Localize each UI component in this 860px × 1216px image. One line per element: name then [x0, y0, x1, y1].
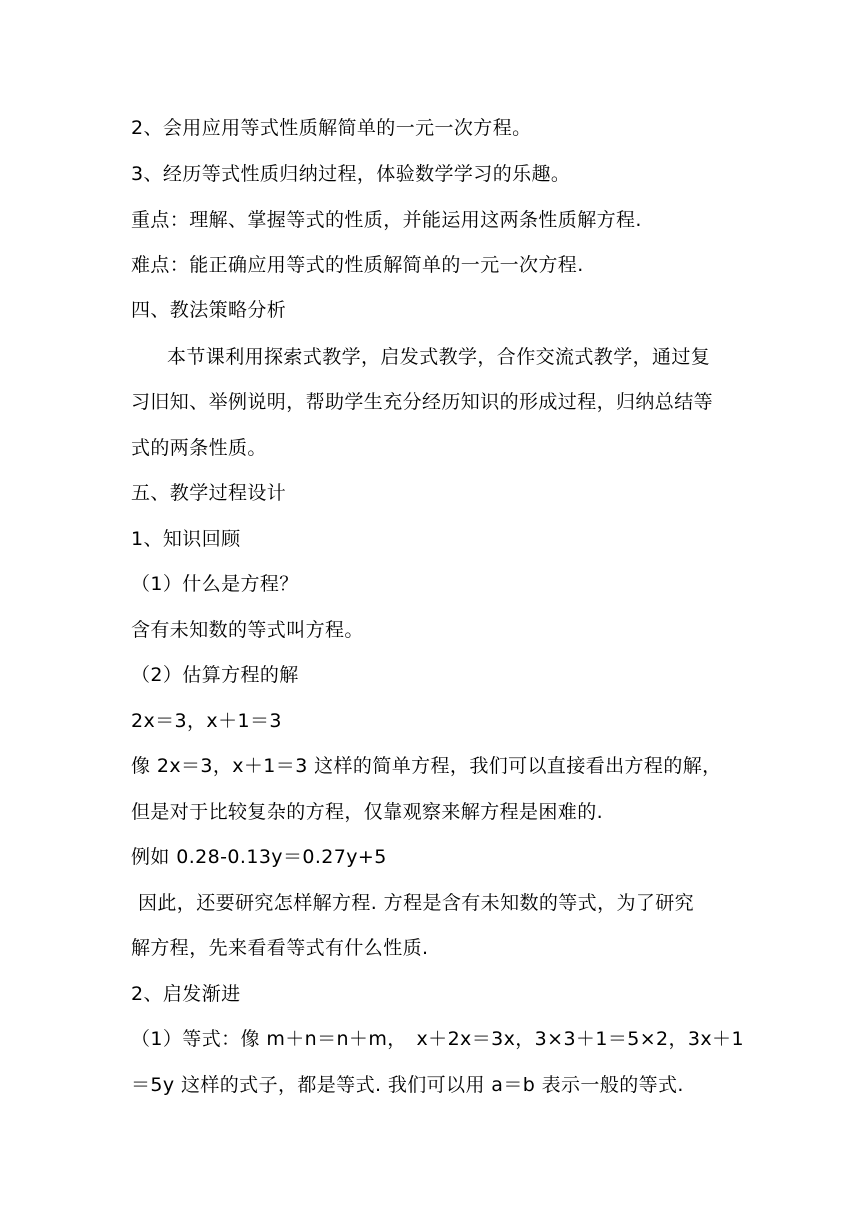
- difficult-point: 难点：能正确应用等式的性质解简单的一元一次方程.: [131, 254, 584, 276]
- example-equation: 例如 0.28-0.13y＝0.27y+5: [131, 846, 387, 868]
- paragraph-line: （1）等式：像 m＋n＝n＋m， x＋2x＝3x，3×3＋1＝5×2，3x＋1: [131, 1028, 744, 1050]
- paragraph-line: 像 2x＝3，x＋1＝3 这样的简单方程，我们可以直接看出方程的解，: [131, 755, 722, 777]
- paragraph-line: 本节课利用探索式教学，启发式教学，合作交流式教学，通过复: [167, 346, 711, 368]
- paragraph-line: 式的两条性质。: [131, 437, 267, 459]
- paragraph-line: 习旧知、举例说明，帮助学生充分经历知识的形成过程，归纳总结等: [131, 391, 714, 413]
- question-1: （1）什么是方程？: [131, 573, 299, 595]
- subheading-review: 1、知识回顾: [131, 528, 241, 550]
- paragraph-line: ＝5y 这样的式子，都是等式. 我们可以用 a＝b 表示一般的等式.: [131, 1074, 684, 1096]
- subheading-inspire: 2、启发渐进: [131, 983, 241, 1005]
- section-heading-5: 五、教学过程设计: [131, 482, 287, 504]
- equations: 2x＝3，x＋1＝3: [131, 710, 282, 732]
- paragraph-line: 但是对于比较复杂的方程，仅靠观察来解方程是困难的.: [131, 801, 604, 823]
- objective-2: 2、会用应用等式性质解简单的一元一次方程。: [131, 117, 532, 139]
- question-2: （2）估算方程的解: [131, 664, 299, 686]
- answer-1: 含有未知数的等式叫方程。: [131, 619, 364, 641]
- section-heading-4: 四、教法策略分析: [131, 299, 287, 321]
- paragraph-line: 解方程，先来看看等式有什么性质.: [131, 937, 429, 959]
- objective-3: 3、经历等式性质归纳过程，体验数学学习的乐趣。: [131, 163, 571, 185]
- key-point: 重点：理解、掌握等式的性质，并能运用这两条性质解方程.: [131, 209, 642, 231]
- paragraph-line: 因此，还要研究怎样解方程. 方程是含有未知数的等式，为了研究: [138, 892, 695, 914]
